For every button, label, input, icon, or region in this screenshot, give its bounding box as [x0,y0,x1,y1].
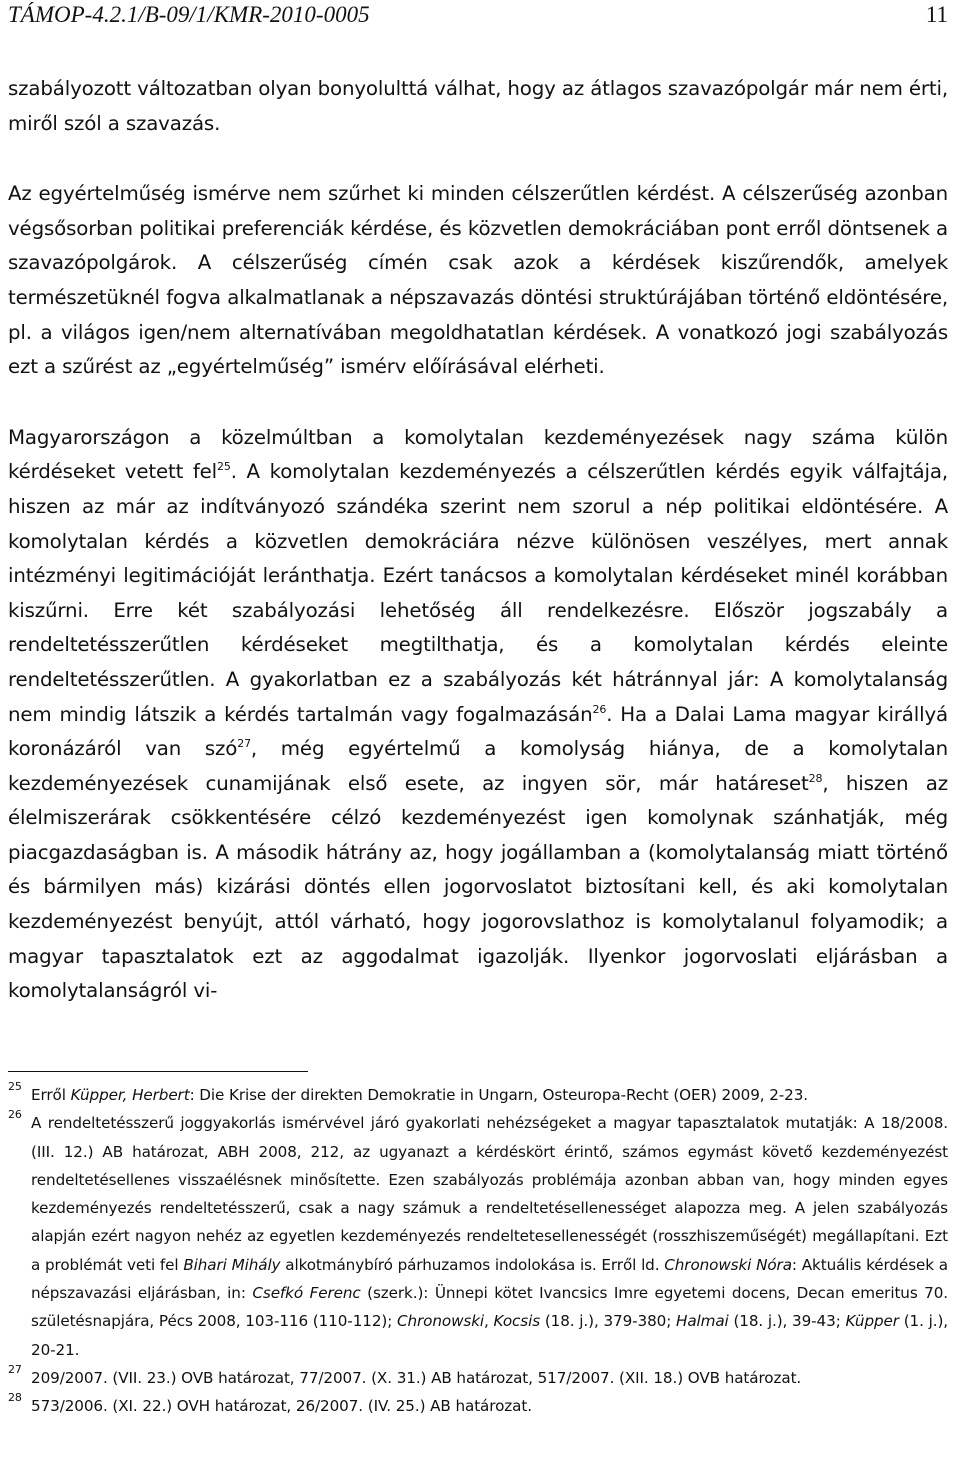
footnote-number: 28 [8,1391,22,1405]
footnotes [8,1081,948,1421]
footnote-number: 26 [8,1108,22,1122]
text-run: szabályozott változatban olyan bonyolulttá válhat, hogy az átlagos szavazópolgár már nem érti, miről szól a szavazás. [8,77,948,135]
author-name: Bihari Mihály [183,1255,281,1274]
text-run: , még egyértelmű a komolyság hiánya, de a komolytalan kezdeményezések cunamijának első esete, az ingyen sör, már határeset [8,737,949,795]
author-name: Halmai [676,1312,729,1331]
paragraph [8,72,948,141]
footnote [8,1392,948,1420]
text-run: Magyarországon a közelmúltban a komolytalan kezdeményezések nagy száma külön kérdéseket vetett fel [8,425,948,484]
footnote-ref[interactable]: 27 [237,737,251,751]
author-name: Chronowski [397,1312,485,1331]
paragraph [8,177,948,385]
text-run: , hiszen az élelmiszerárak csökkentésére célzó kezdeményezést igen komolynak szánhatják, még piacgazdaságban is. A második hátrány az, hogy jogállamban a (komolytalanság miatt történő és bármilyen más) kizárási döntés ellen jogorvoslatot biztosítani kell, és aki komolytalan kezdeményezést benyújt, attól várható, hogy jogorovslathoz is komolytalanul folyamodik; a magyar tapasztalatok ezt az aggodalmat igazolják. Ilyenkor jogorvoslati eljárásban a komolytalanságról vi- [8,771,948,1003]
author-name: Chronowski Nóra [664,1255,792,1274]
footnote-ref[interactable]: 26 [592,702,607,716]
text-run: (szerk.): Ünnepi kötet Ivancsics Imre egyetemi docens, Decan emeritus 70. születésnapjára, Pécs 2008, 103-116 (110-112); [31,1284,949,1331]
footnote-separator [8,1071,308,1072]
footnote-ref[interactable]: 28 [808,771,823,785]
text-run: Az egyértelműség ismérve nem szűrhet ki minden célszerűtlen kérdést. A célszerűség azonban végsősorban politikai preferenciák kérdése, és közvetlen demokráciában pont erről döntsenek a szavazópolgárok. A célszerűség címén csak azok a kérdések kiszűrendők, amelyek természetüknél fogva alkalmatlanak a népszavazás döntési struktúrájában történő eldöntésére, pl. a világos igen/nem alternatívában megoldhatatlan kérdések. A vonatkozó jogi szabályozás ezt a szűrést az „egyértelműség” ismérv előírásával elérheti. [8,182,948,379]
text-run: : Aktuális kérdések a népszavazási eljárásban, in: [31,1255,948,1303]
text-run: . Ha a Dalai Lama magyar királlyá koronázáról van szó [8,702,948,761]
text-run: A rendeltetésszerű joggyakorlás ismérvével járó gyakorlati nehézségeket a magyar tapasztalatok mutatják: A 18/2008. (III. 12.) AB határozat, ABH 2008, 212, az ugyanazt a kérdéskört érintő, számos egymást követő kezdeményezést rendeltetésellenes visszaélésnek minősítette. Ezen szabályozás problémája azonban abban van, hogy minden egyes kezdeményezés rendeltetésszerű, csak a nagy számuk a rendeltetésellenességet alapozza meg. A jelen szabályozás alapján ezért nagyon nehéz az egyetlen kezdeményezés rendeltetesellenességét (rosszhiszeműségét) megállapítani. Ezt a problémát veti fel [31,1114,948,1274]
footnote-number: 25 [8,1080,22,1093]
paragraph [8,421,948,1009]
body-text [8,72,948,1045]
footnote-text [31,1109,948,1364]
page-header [8,2,948,28]
author-name: Kocsis [493,1312,541,1331]
footnote [8,1081,948,1109]
text-run: Erről [31,1086,71,1104]
text-run: , [484,1312,494,1331]
series-code: TÁMOP-4.2.1/B-09/1/KMR-2010-0005 [8,2,370,27]
author-name: Küpper [845,1312,899,1331]
page-number: 11 [925,2,948,27]
author-name: Küpper, Herbert [70,1086,190,1104]
footnote [8,1109,948,1364]
footnote-number: 27 [8,1362,22,1376]
text-run: (18. j.), 39-43; [728,1312,846,1331]
footnote-text: 209/2007. (VII. 23.) OVB határozat, 77/2007. (X. 31.) AB határozat, 517/2007. (XII. 18.) OVB határozat. [31,1368,802,1387]
footnote-text [31,1081,948,1109]
text-run: alkotmánybíró párhuzamos indolokása is. Erről ld. [280,1255,665,1274]
text-run: . A komolytalan kezdeményezés a célszerűtlen kérdés egyik válfajtája, hiszen az már az indítványozó szándéka szerint nem szorul a nép politikai eldöntésére. A komolytalan kérdés a közvetlen demokráciára nézve különösen veszélyes, mert annak intézményi legitimációját leránthatja. Ezért tanácsos a komolytalan kérdéseket minél korábban kiszűrni. Erre két szabályozási lehetőség áll rendelkezésre. Először jogszabály a rendeltetésszerűtlen kérdéseket megtilthatja, és a komolytalan kérdés eleinte rendeltetésszerűtlen. A gyakorlatban ez a szabályozás két hátránnyal jár: A komolytalanság nem mindig látszik a kérdés tartalmán vagy fogalmazásán [8,460,948,726]
footnote [8,1364,948,1392]
footnote-text: 573/2006. (XI. 22.) OVH határozat, 26/2007. (IV. 25.) AB határozat. [31,1397,532,1416]
text-run: : Die Krise der direkten Demokratie in Ungarn, Osteuropa-Recht (OER) 2009, 2-23. [189,1086,809,1104]
text-run: (18. j.), 379-380; [540,1312,676,1331]
text-run: (1. j.), 20-21. [31,1312,948,1359]
footnote-ref[interactable]: 25 [217,460,231,474]
author-name: Csefkó Ferenc [252,1284,361,1303]
